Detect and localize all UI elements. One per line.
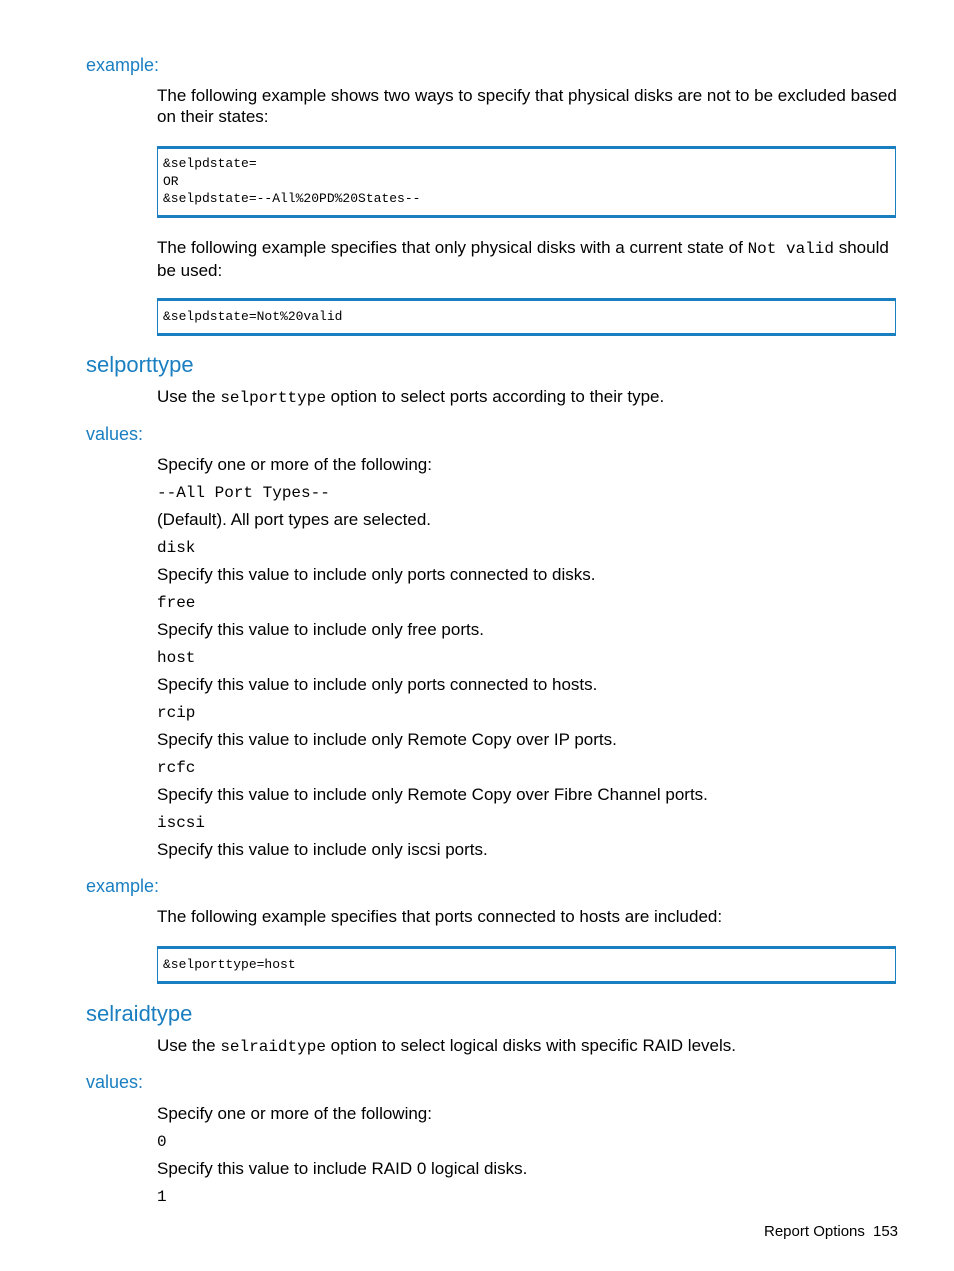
value-description: Specify this value to include only Remote Copy over Fibre Channel ports. bbox=[157, 785, 708, 804]
example-intro: The following example specifies that ports connected to hosts are included: bbox=[157, 907, 723, 926]
example-intro: The following example shows two ways to specify that physical disks are not to be excluded based on their states: bbox=[157, 86, 897, 126]
inline-code: selporttype bbox=[220, 389, 326, 407]
example-heading: example: bbox=[86, 55, 160, 75]
code-line: OR bbox=[163, 174, 179, 189]
inline-code: Not valid bbox=[747, 240, 834, 258]
example-heading: example: bbox=[86, 876, 160, 896]
value-description: Specify this value to include only free ports. bbox=[157, 620, 484, 639]
text: option to select ports according to their type. bbox=[325, 387, 665, 406]
section-heading-selporttype: selporttype bbox=[86, 352, 194, 377]
text: The following example specifies that only physical disks with a current state of bbox=[157, 238, 748, 257]
code-block bbox=[157, 946, 896, 984]
value-description: Specify this value to include only ports connected to disks. bbox=[157, 565, 596, 584]
text: Use the bbox=[157, 1036, 221, 1055]
selporttype-description bbox=[157, 386, 664, 409]
text: option to select logical disks with specific RAID levels. bbox=[325, 1036, 736, 1055]
value-code: disk bbox=[157, 539, 196, 557]
value-code: rcfc bbox=[157, 759, 196, 777]
values-heading: values: bbox=[86, 424, 144, 444]
value-code: host bbox=[157, 649, 196, 667]
value-code: 1 bbox=[157, 1188, 167, 1206]
inline-code: selraidtype bbox=[220, 1038, 326, 1056]
text: should be used: bbox=[157, 238, 889, 280]
footer-section: Report Options bbox=[764, 1223, 865, 1240]
code-line: &selpdstate=Not%20valid bbox=[163, 309, 343, 324]
code-line: &selpdstate=--All%20PD%20States-- bbox=[163, 191, 421, 206]
value-code: free bbox=[157, 594, 196, 612]
value-description: Specify this value to include only ports connected to hosts. bbox=[157, 675, 598, 694]
page-number: 153 bbox=[873, 1223, 899, 1240]
code-line: &selpdstate= bbox=[163, 156, 257, 171]
value-description: Specify this value to include RAID 0 logical disks. bbox=[157, 1159, 528, 1178]
value-code: rcip bbox=[157, 704, 196, 722]
value-code: iscsi bbox=[157, 814, 206, 832]
code-block bbox=[157, 146, 896, 218]
selraidtype-description bbox=[157, 1035, 736, 1058]
values-heading: values: bbox=[86, 1072, 144, 1092]
value-description: (Default). All port types are selected. bbox=[157, 510, 432, 529]
example-intro-2 bbox=[157, 237, 897, 281]
values-intro: Specify one or more of the following: bbox=[157, 455, 432, 474]
value-code: --All Port Types-- bbox=[157, 484, 330, 502]
code-block bbox=[157, 298, 896, 336]
value-description: Specify this value to include only Remote Copy over IP ports. bbox=[157, 730, 617, 749]
value-code: 0 bbox=[157, 1133, 167, 1151]
values-intro: Specify one or more of the following: bbox=[157, 1104, 432, 1123]
value-description: Specify this value to include only iscsi ports. bbox=[157, 840, 488, 859]
code-line: &selporttype=host bbox=[163, 957, 296, 972]
section-heading-selraidtype: selraidtype bbox=[86, 1001, 193, 1026]
text: Use the bbox=[157, 387, 221, 406]
